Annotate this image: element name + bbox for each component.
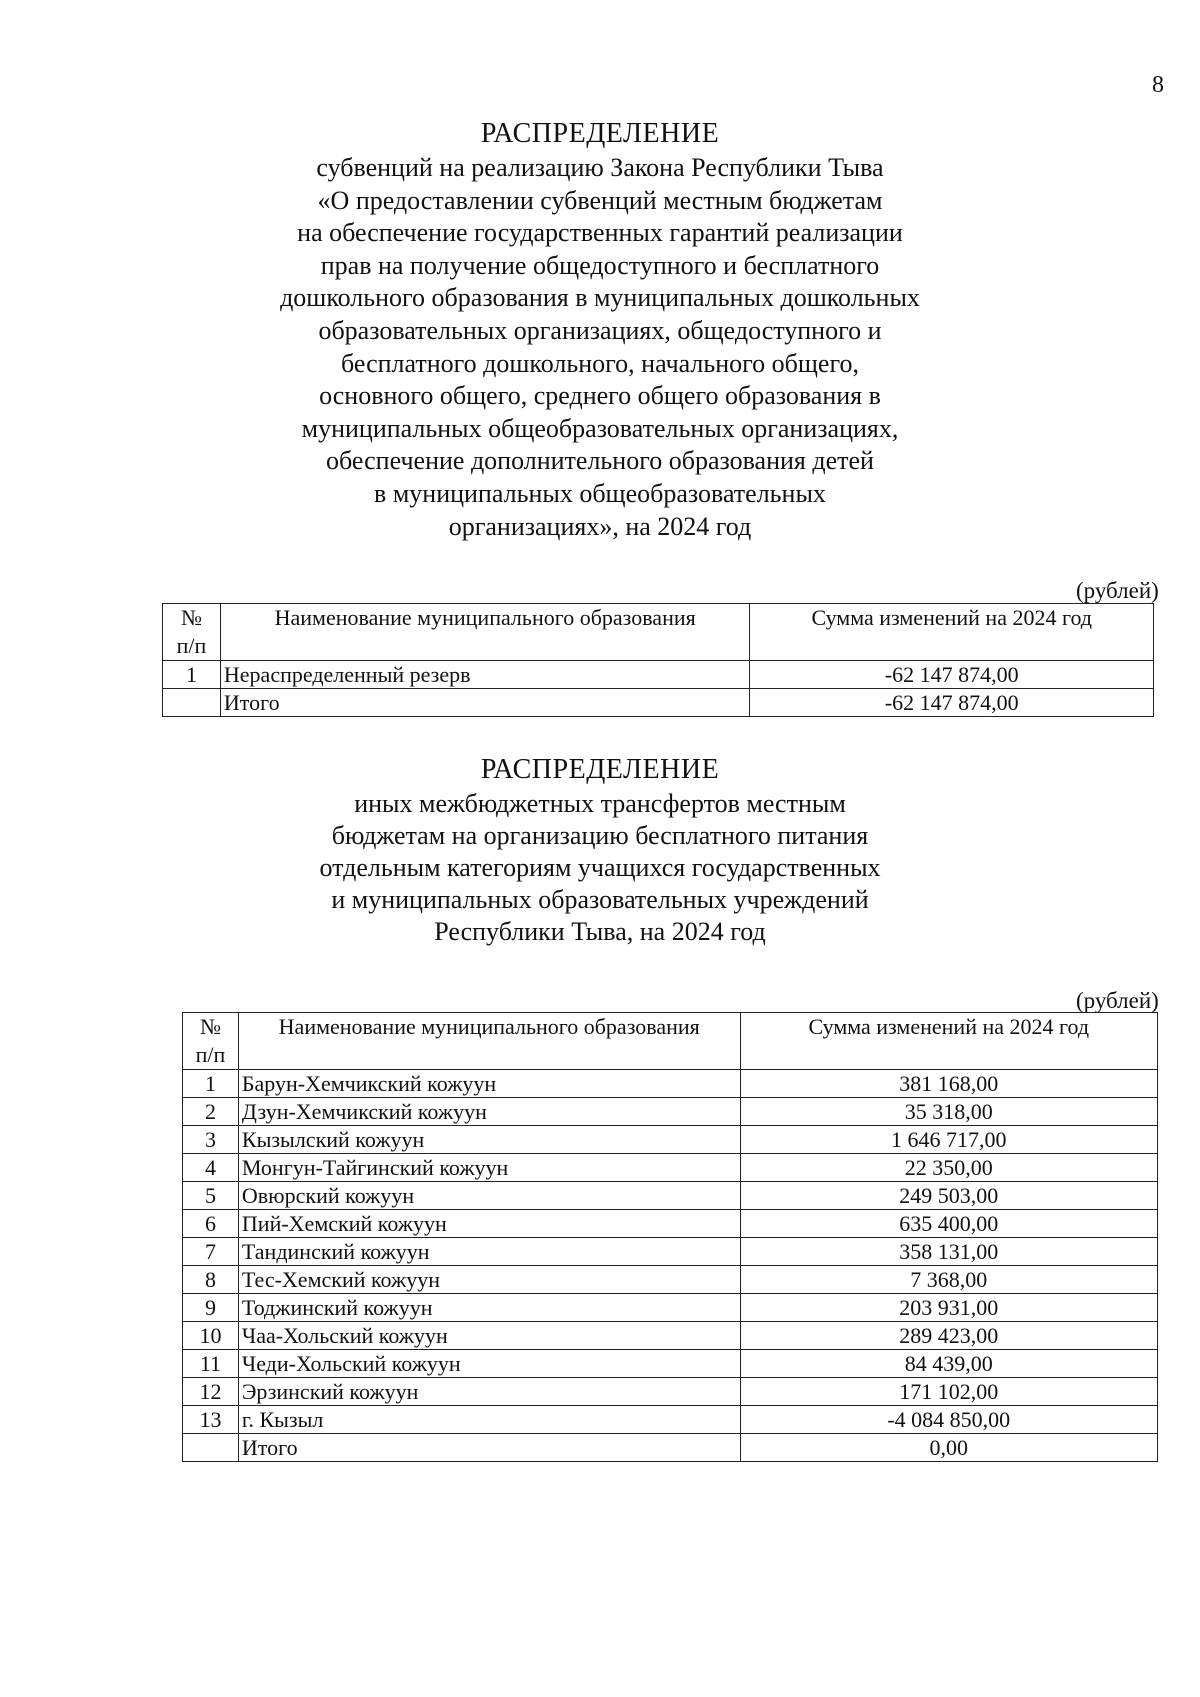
section1-line: образовательных организациях, общедоступного и (318, 315, 882, 345)
total-row (183, 1434, 1158, 1462)
section2-table (182, 1012, 1158, 1462)
section2-line: и муниципальных образовательных учреждений (331, 885, 869, 914)
table-row (163, 661, 1154, 689)
row-number: 11 (183, 1350, 239, 1378)
section1-line: в муниципальных общеобразовательных (374, 478, 826, 508)
row-sum: 1 646 717,00 (740, 1126, 1157, 1154)
row-name: Барун-Хемчикский кожуун (238, 1070, 740, 1098)
section2-line: иных межбюджетных трансфертов местным (354, 789, 846, 818)
row-number: 13 (183, 1406, 239, 1434)
section1-line: бесплатного дошкольного, начального общего, (341, 348, 859, 378)
section2-line: Республики Тыва, на 2024 год (434, 917, 766, 946)
row-name: Тандинский кожуун (238, 1238, 740, 1266)
row-name: Овюрский кожуун (238, 1182, 740, 1210)
section1-line: прав на получение общедоступного и бесплатного (320, 250, 880, 280)
section1-line: обеспечение дополнительного образования детей (326, 446, 874, 476)
row-number: 12 (183, 1378, 239, 1406)
total-sum: 0,00 (740, 1434, 1157, 1462)
section1-line: основного общего, среднего общего образования в (319, 381, 881, 411)
header-number: № п/п (163, 604, 221, 661)
row-number: 6 (183, 1210, 239, 1238)
table-row (183, 1322, 1158, 1350)
row-name: Чаа-Хольский кожуун (238, 1322, 740, 1350)
row-name: Нераспределенный резерв (220, 661, 750, 689)
row-sum: 203 931,00 (740, 1294, 1157, 1322)
table-row (183, 1098, 1158, 1126)
total-number-cell (183, 1434, 239, 1462)
row-sum: 381 168,00 (740, 1070, 1157, 1098)
header-name: Наименование муниципального образования (220, 604, 750, 661)
row-number: 5 (183, 1182, 239, 1210)
header-number: № п/п (183, 1013, 239, 1070)
row-number: 2 (183, 1098, 239, 1126)
row-sum: 358 131,00 (740, 1238, 1157, 1266)
row-number: 7 (183, 1238, 239, 1266)
table-header-row (183, 1013, 1158, 1070)
table-row (183, 1238, 1158, 1266)
table-row (183, 1266, 1158, 1294)
table-row (183, 1294, 1158, 1322)
total-label: Итого (238, 1434, 740, 1462)
row-number: 1 (163, 661, 221, 689)
row-name: Дзун-Хемчикский кожуун (238, 1098, 740, 1126)
row-name: Кызылский кожуун (238, 1126, 740, 1154)
row-sum: -4 084 850,00 (740, 1406, 1157, 1434)
table-row (183, 1350, 1158, 1378)
row-number: 1 (183, 1070, 239, 1098)
table-row (183, 1182, 1158, 1210)
row-sum: 289 423,00 (740, 1322, 1157, 1350)
table-row (183, 1210, 1158, 1238)
row-sum: 7 368,00 (740, 1266, 1157, 1294)
row-sum: 22 350,00 (740, 1154, 1157, 1182)
row-name: г. Кызыл (238, 1406, 740, 1434)
section1-line: на обеспечение государственных гарантий реализации (297, 218, 903, 248)
row-name: Чеди-Хольский кожуун (238, 1350, 740, 1378)
section1-table (162, 603, 1154, 717)
row-number: 3 (183, 1126, 239, 1154)
section2-heading (0, 752, 1200, 948)
total-number-cell (163, 689, 221, 717)
header-sum: Сумма изменений на 2024 год (740, 1013, 1157, 1070)
section1-line: субвенций на реализацию Закона Республики Тыва (316, 153, 884, 182)
row-number: 9 (183, 1294, 239, 1322)
section1-heading (0, 116, 1200, 543)
row-number: 4 (183, 1154, 239, 1182)
row-name: Эрзинский кожуун (238, 1378, 740, 1406)
row-sum: 35 318,00 (740, 1098, 1157, 1126)
section1-unit: (рублей) (1076, 578, 1159, 603)
row-name: Пий-Хемский кожуун (238, 1210, 740, 1238)
section1-line: организациях», на 2024 год (448, 511, 752, 541)
row-number: 10 (183, 1322, 239, 1350)
section2-line: отдельным категориям учащихся государственных (319, 853, 881, 882)
table-row (183, 1406, 1158, 1434)
row-name: Тес-Хемский кожуун (238, 1266, 740, 1294)
row-sum: 635 400,00 (740, 1210, 1157, 1238)
header-sum: Сумма изменений на 2024 год (750, 604, 1154, 661)
table-row (183, 1070, 1158, 1098)
row-sum: 84 439,00 (740, 1350, 1157, 1378)
header-name: Наименование муниципального образования (238, 1013, 740, 1070)
section1-line: «О предоставлении субвенций местным бюджетам (317, 185, 883, 215)
row-sum: 249 503,00 (740, 1182, 1157, 1210)
section2-title: РАСПРЕДЕЛЕНИЕ (480, 754, 720, 785)
section1-line: дошкольного образования в муниципальных дошкольных (280, 283, 920, 313)
row-sum: 171 102,00 (740, 1378, 1157, 1406)
row-number: 8 (183, 1266, 239, 1294)
section2-line: бюджетам на организацию бесплатного питания (331, 821, 869, 850)
table-row (183, 1378, 1158, 1406)
row-name: Тоджинский кожуун (238, 1294, 740, 1322)
page-number: 8 (1152, 72, 1164, 98)
total-row (163, 689, 1154, 717)
section1-line: муниципальных общеобразовательных организациях, (301, 413, 899, 443)
table-header-row (163, 604, 1154, 661)
table-row (183, 1154, 1158, 1182)
row-name: Монгун-Тайгинский кожуун (238, 1154, 740, 1182)
row-sum: -62 147 874,00 (750, 661, 1154, 689)
section1-title: РАСПРЕДЕЛЕНИЕ (480, 118, 720, 149)
total-label: Итого (220, 689, 750, 717)
table-row (183, 1126, 1158, 1154)
section2-unit: (рублей) (1076, 988, 1159, 1013)
total-sum: -62 147 874,00 (750, 689, 1154, 717)
